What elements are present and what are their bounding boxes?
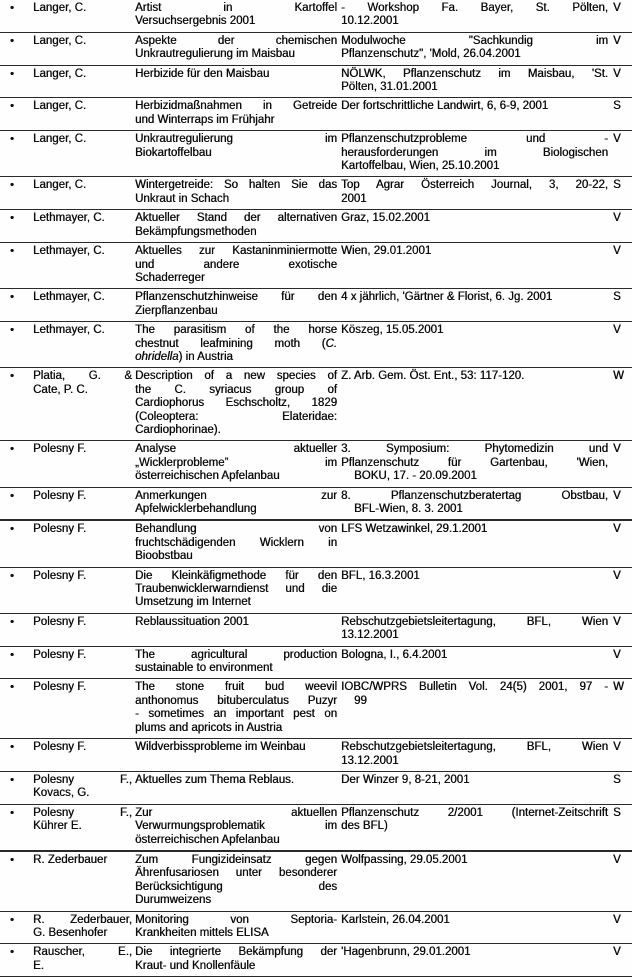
text-line: Unkraut in Schach <box>135 192 229 205</box>
author-cell <box>33 2 132 15</box>
title-cell <box>135 443 337 483</box>
venue-cell <box>341 245 608 258</box>
text-line: Behandlung von <box>135 523 337 536</box>
text-line: Polesny F. <box>33 569 87 582</box>
bullet-icon: • <box>10 212 14 225</box>
text-line: Cate, P. C. <box>33 383 88 396</box>
text-line: und andere exotische <box>135 258 337 271</box>
text-line: 13.12.2001 <box>341 754 399 767</box>
publication-row <box>0 289 632 322</box>
publication-row <box>0 912 632 945</box>
text-line: Polesny F., <box>33 773 132 786</box>
bullet-icon: • <box>10 443 14 456</box>
publication-row <box>0 210 632 243</box>
title-cell <box>135 245 337 285</box>
category-code: V <box>613 443 621 456</box>
text-segment: ) in Austria <box>178 350 233 363</box>
text-line: Top Agrar Österreich Journal, 3, 20-22, <box>341 179 608 192</box>
bullet-icon: • <box>10 370 14 383</box>
text-line: Langer, C. <box>33 67 87 80</box>
category-code: V <box>613 853 621 866</box>
venue-cell <box>341 807 608 834</box>
text-line: Polesny F., <box>33 806 132 819</box>
text-line: Versuchsergebnis 2001 <box>135 15 256 28</box>
title-cell <box>135 807 337 847</box>
author-cell <box>33 946 132 973</box>
text-line: Umsetzung im Internet <box>135 596 251 609</box>
text-line: - Workshop Fa. Bayer, St. Pölten, <box>341 2 608 14</box>
text-line: österreichischen Apfelanbau <box>135 833 280 846</box>
text-line: Rebschutzgebietsleitertagung, BFL, Wien <box>341 741 608 754</box>
bullet-icon: • <box>10 179 14 192</box>
text-line: Lethmayer, C. <box>33 291 105 304</box>
text-line: Lethmayer, C. <box>33 212 105 225</box>
text-line: des BFL) <box>341 820 388 833</box>
venue-cell <box>341 570 608 583</box>
title-cell <box>135 212 337 239</box>
title-cell <box>135 854 337 908</box>
text-line: Wintergetreide: So halten Sie das <box>135 179 337 192</box>
category-code: V <box>613 569 621 582</box>
author-cell <box>33 914 132 941</box>
title-cell <box>135 291 337 318</box>
text-line: Aktuelles zur Kastaninminiermotte <box>135 245 337 258</box>
category-code: V <box>613 615 621 628</box>
category-code: V <box>613 133 621 146</box>
text-line: Kovacs, G. <box>33 787 90 800</box>
text-line: Lethmayer, C. <box>33 245 105 258</box>
bullet-icon: • <box>10 806 14 819</box>
category-code: V <box>613 741 621 754</box>
publication-row <box>0 805 632 852</box>
text-line: LFS Wetzawinkel, 29.1.2001 <box>341 523 488 536</box>
text-line: BFL-Wien, 8. 3. 2001 <box>354 503 463 515</box>
category-code: V <box>613 67 621 80</box>
text-line: R. Zederbauer, <box>33 913 132 926</box>
venue-cell <box>341 2 608 29</box>
text-line: 13.12.2001 <box>341 629 399 642</box>
text-line: Langer, C. <box>33 133 87 146</box>
text-line: The stone fruit bud weevil <box>135 681 337 694</box>
bullet-icon: • <box>10 773 14 786</box>
author-cell <box>33 807 132 834</box>
publication-row <box>0 679 632 739</box>
venue-cell <box>341 523 608 536</box>
author-cell <box>33 443 132 456</box>
bullet-icon: • <box>10 741 14 754</box>
text-line: Description of a new species of <box>135 370 337 383</box>
text-line: 8. Pflanzenschutzberatertag Obstbau, <box>341 489 608 502</box>
text-line: The parasitism of the horse <box>135 324 337 337</box>
text-line: Pflanzenschutz 2/2001 (Internet-Zeitschrift <box>341 806 608 819</box>
text-line: Bioobstbau <box>135 550 193 563</box>
text-line: BOKU, 17. - 20.09.2001 <box>354 470 477 483</box>
text-segment: chestnut leafmining moth ( <box>135 337 326 350</box>
text-line: Schaderreger <box>135 271 205 284</box>
category-code: V <box>613 913 621 926</box>
text-line: The agricultural production <box>135 648 337 661</box>
author-cell <box>33 179 132 192</box>
text-line: Kührer E. <box>33 820 82 833</box>
text-line: Polesny F. <box>33 615 87 628</box>
text-line: Berücksichtigung des <box>135 880 337 893</box>
text-line: NÖLWK, Pflanzenschutz im Maisbau, 'St. <box>341 67 608 80</box>
text-line: - sometimes an important pest on <box>135 708 337 721</box>
category-code: V <box>613 946 621 959</box>
category-code: S <box>613 291 621 304</box>
text-line: 'Hagenbrunn, 29.01.2001 <box>341 946 471 959</box>
text-line: (Coleoptera: Elateridae: <box>135 410 337 423</box>
title-cell <box>135 490 337 517</box>
venue-cell <box>341 133 608 173</box>
text-line: Traubenwicklerwarndienst und die <box>135 583 337 596</box>
venue-cell <box>341 35 608 62</box>
publication-row <box>0 488 632 522</box>
text-line: Biokartoffelbau <box>135 146 212 159</box>
species-name: ohridella <box>135 350 179 363</box>
text-line: Langer, C. <box>33 2 87 14</box>
bullet-icon: • <box>10 489 14 502</box>
text-line: Unkrautregulierung im <box>135 133 337 146</box>
category-code: W <box>613 370 624 383</box>
category-code: W <box>613 681 624 694</box>
text-line: Durumweizens <box>135 894 212 907</box>
text-line: Cardiophorinae). <box>135 423 221 436</box>
text-line: Bekämpfungsmethoden <box>135 225 257 238</box>
category-code: V <box>613 245 621 258</box>
text-line: Polesny F. <box>33 443 87 456</box>
text-line: Pölten, 31.01.2001 <box>341 81 438 94</box>
text-line: Herbizide für den Maisbau <box>135 67 270 80</box>
author-cell <box>33 245 132 258</box>
author-cell <box>33 741 132 754</box>
title-cell <box>135 681 337 735</box>
bullet-icon: • <box>10 615 14 628</box>
bullet-icon: • <box>10 648 14 661</box>
title-cell <box>135 2 337 29</box>
text-line: Graz, 15.02.2001 <box>341 212 430 225</box>
author-cell <box>33 133 132 146</box>
publication-row <box>0 944 632 977</box>
venue-cell <box>341 854 608 867</box>
text-line: Reblaussituation 2001 <box>135 615 249 628</box>
text-line: Zum Fungizideinsatz gegen <box>135 853 337 866</box>
title-cell <box>135 616 337 629</box>
bullet-icon: • <box>10 100 14 113</box>
author-cell <box>33 68 132 81</box>
text-line: Aktuelles zum Thema Reblaus. <box>135 773 294 786</box>
text-line: Rebschutzgebietsleitertagung, BFL, Wien <box>341 615 608 628</box>
publication-row <box>0 568 632 614</box>
bullet-icon: • <box>10 946 14 959</box>
species-name: C. <box>325 337 337 350</box>
bullet-icon: • <box>10 523 14 536</box>
text-line: Köszeg, 15.05.2001 <box>341 324 444 337</box>
text-line: Verwurmungsproblematik im <box>135 820 337 833</box>
text-line: Zierpflanzenbau <box>135 304 218 317</box>
publication-row <box>0 98 632 131</box>
text-line: und Winterraps im Frühjahr <box>135 113 275 126</box>
bullet-icon: • <box>10 133 14 146</box>
text-line: Der fortschrittliche Landwirt, 6, 6-9, 2001 <box>341 100 549 113</box>
category-code: V <box>613 34 621 47</box>
author-cell <box>33 490 132 503</box>
text-line: österreichischen Apfelanbau <box>135 470 280 483</box>
text-line: Wolfpassing, 29.05.2001 <box>341 853 468 866</box>
text-line: G. Besenhofer <box>33 926 108 939</box>
venue-cell <box>341 774 608 787</box>
text-line: Apfelwicklerbehandlung <box>135 503 257 515</box>
text-line: Langer, C. <box>33 34 87 47</box>
text-line: Polesny F. <box>33 681 87 694</box>
venue-cell <box>341 490 608 517</box>
venue-cell <box>341 291 608 304</box>
title-cell <box>135 649 337 676</box>
title-cell <box>135 774 337 787</box>
publication-row <box>0 131 632 177</box>
author-cell <box>33 212 132 225</box>
title-cell <box>135 741 337 754</box>
venue-cell <box>341 100 608 113</box>
text-line: fruchtschädigenden Wicklern in <box>135 536 337 549</box>
title-cell <box>135 914 337 941</box>
text-line: Der Winzer 9, 8-21, 2001 <box>341 773 470 786</box>
text-line: Zur aktuellen <box>135 806 337 819</box>
venue-cell <box>341 741 608 768</box>
text-line: Anmerkungen zur <box>135 489 337 502</box>
bullet-icon: • <box>10 34 14 47</box>
text-line: Platia, G. & <box>33 370 132 383</box>
publication-row <box>0 852 632 912</box>
text-line: BFL, 16.3.2001 <box>341 569 420 582</box>
text-line: Kraut- und Knollenfäule <box>135 959 256 972</box>
venue-cell <box>341 443 608 483</box>
author-cell <box>33 291 132 304</box>
text-line: E. <box>33 959 44 972</box>
text-line: Unkrautregulierung im Maisbau <box>135 48 295 61</box>
text-line: herausforderungen im Biologischen <box>341 146 608 159</box>
title-cell <box>135 68 337 81</box>
text-line: Langer, C. <box>33 179 87 192</box>
author-cell <box>33 35 132 48</box>
text-line: Langer, C. <box>33 100 87 113</box>
text-line: „Wicklerprobleme” im <box>135 456 337 469</box>
title-cell <box>135 946 337 973</box>
text-line: 10.12.2001 <box>341 15 399 28</box>
venue-cell <box>341 946 608 959</box>
text-line: Aktueller Stand der alternativen <box>135 212 337 225</box>
text-line: Rauscher, E., <box>33 946 132 959</box>
text-line: Monitoring von Septoria- <box>135 913 337 926</box>
author-cell <box>33 854 132 867</box>
text-line: Artist in Kartoffel <box>135 2 337 14</box>
text-line: Pflanzenschutzhinweise für den <box>135 291 337 304</box>
title-cell <box>135 100 337 127</box>
text-line: Analyse aktueller <box>135 443 337 456</box>
text-line: Lethmayer, C. <box>33 324 105 337</box>
publication-row <box>0 368 632 441</box>
text-line: Bologna, I., 6.4.2001 <box>341 648 448 661</box>
author-cell <box>33 681 132 694</box>
bullet-icon: • <box>10 681 14 694</box>
text-line: Pflanzenschutz", 'Mold, 26.04.2001 <box>341 48 521 61</box>
bullet-icon: • <box>10 291 14 304</box>
venue-cell <box>341 914 608 927</box>
venue-cell <box>341 370 608 383</box>
text-line: Herbizidmaßnahmen in Getreide <box>135 100 337 113</box>
text-line: the C. syriacus group of <box>135 383 337 396</box>
author-cell <box>33 649 132 662</box>
publication-row <box>0 772 632 805</box>
title-cell <box>135 370 337 437</box>
publication-row <box>0 441 632 487</box>
publication-row <box>0 243 632 289</box>
text-line: Pflanzenschutzprobleme und - <box>341 133 608 146</box>
category-code: V <box>613 2 621 14</box>
bullet-icon: • <box>10 324 14 337</box>
publication-row <box>0 647 632 680</box>
author-cell <box>33 616 132 629</box>
title-cell <box>135 133 337 160</box>
venue-cell <box>341 324 608 337</box>
author-cell <box>33 100 132 113</box>
category-code: S <box>613 100 621 113</box>
venue-cell <box>341 649 608 662</box>
text-line <box>135 338 337 351</box>
publication-row <box>0 521 632 567</box>
text-line: Z. Arb. Gem. Öst. Ent., 53: 117-120. <box>341 370 525 383</box>
author-cell <box>33 774 132 801</box>
author-cell <box>33 370 132 397</box>
category-code: V <box>613 648 621 661</box>
venue-cell <box>341 68 608 95</box>
venue-cell <box>341 212 608 225</box>
text-line: Polesny F. <box>33 741 87 754</box>
category-code: S <box>613 773 621 786</box>
text-line <box>135 351 337 364</box>
publication-row <box>0 322 632 368</box>
text-line: IOBC/WPRS Bulletin Vol. 24(5) 2001, 97 - <box>341 681 608 694</box>
text-line: Karlstein, 26.04.2001 <box>341 913 450 926</box>
author-cell <box>33 324 132 337</box>
title-cell <box>135 523 337 563</box>
text-line: Modulwoche "Sachkundig im <box>341 34 608 47</box>
category-code: V <box>613 324 621 337</box>
title-cell <box>135 324 337 364</box>
publication-row <box>0 33 632 66</box>
category-code: V <box>613 489 621 502</box>
text-line: Polesny F. <box>33 648 87 661</box>
publication-row <box>0 739 632 772</box>
title-cell <box>135 570 337 610</box>
bullet-icon: • <box>10 245 14 258</box>
venue-cell <box>341 681 608 708</box>
text-line: Polesny F. <box>33 489 87 502</box>
bullet-icon: • <box>10 67 14 80</box>
text-line: Aspekte der chemischen <box>135 34 337 47</box>
venue-cell <box>341 179 608 206</box>
publication-row <box>0 66 632 99</box>
text-line: sustainable to environment <box>135 662 273 675</box>
venue-cell <box>341 616 608 643</box>
text-line: plums and apricots in Austria <box>135 721 283 734</box>
text-line: 99 <box>354 694 367 707</box>
text-line: Kartoffelbau, Wien, 25.10.2001 <box>341 160 500 173</box>
bullet-icon: • <box>10 853 14 866</box>
text-line: Ährenfusariosen unter besonderer <box>135 867 337 880</box>
text-line: R. Zederbauer <box>33 853 108 866</box>
text-line: anthonomus bituberculatus Puzyr <box>135 694 337 707</box>
bullet-icon: • <box>10 913 14 926</box>
text-line: Die Kleinkäfigmethode für den <box>135 569 337 582</box>
publication-row <box>0 614 632 647</box>
text-line: Wien, 29.01.2001 <box>341 245 432 258</box>
author-cell <box>33 570 132 583</box>
text-line: 4 x jährlich, 'Gärtner & Florist, 6. Jg. 2001 <box>341 291 553 304</box>
text-line: Polesny F. <box>33 523 87 536</box>
bullet-icon: • <box>10 2 14 14</box>
publication-row <box>0 0 632 33</box>
category-code: S <box>613 806 621 819</box>
author-cell <box>33 523 132 536</box>
title-cell <box>135 35 337 62</box>
text-line: 2001 <box>341 192 367 205</box>
text-line: Krankheiten mittels ELISA <box>135 926 269 939</box>
category-code: S <box>613 179 621 192</box>
text-line: Wildverbissprobleme im Weinbau <box>135 741 306 754</box>
text-line: 3. Symposium: Phytomedizin und <box>341 443 608 456</box>
publication-row <box>0 177 632 210</box>
text-line: Die integrierte Bekämpfung der <box>135 946 337 959</box>
category-code: V <box>613 523 621 536</box>
category-code: V <box>613 212 621 225</box>
title-cell <box>135 179 337 206</box>
bullet-icon: • <box>10 569 14 582</box>
text-line: Pflanzenschutz für Gartenbau, 'Wien, <box>341 456 608 469</box>
text-line: Cardiophorus Eschscholtz, 1829 <box>135 397 337 410</box>
